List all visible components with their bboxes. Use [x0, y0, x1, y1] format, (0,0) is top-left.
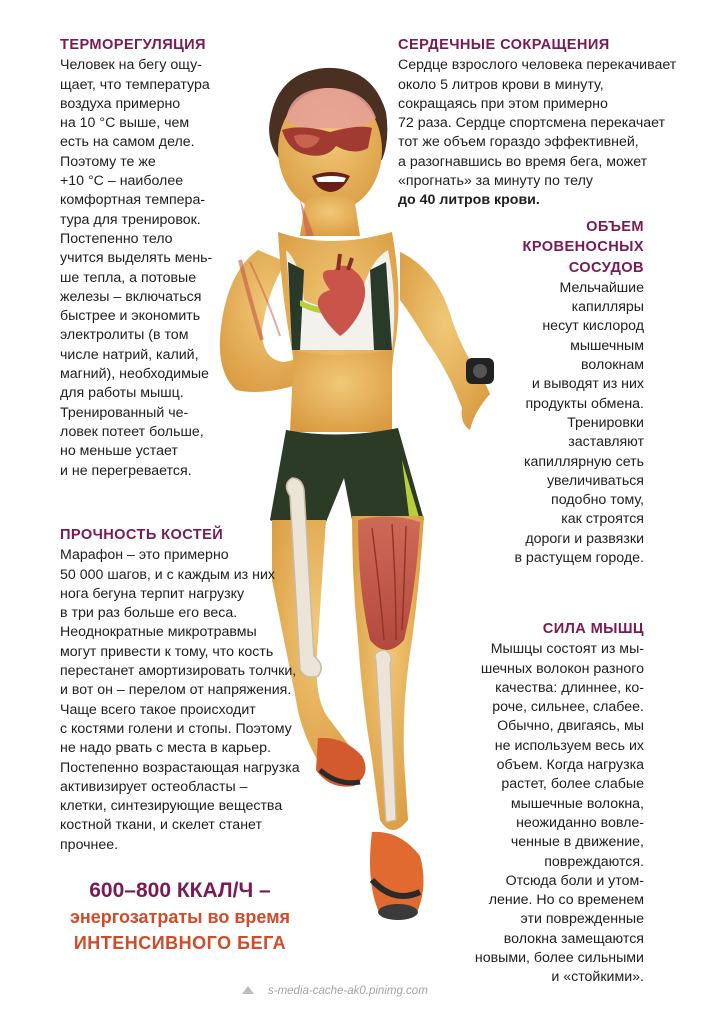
muscles-text-line: повреждаются.	[544, 853, 644, 870]
heart-text-line: Сердце взрослого человека перекачивает	[398, 57, 677, 74]
muscles-text-line: мышечные волокна,	[510, 795, 644, 812]
vessels-text-line: Мельчайшие	[559, 279, 644, 296]
bones-text-line: клетки, синтезирующие вещества	[60, 798, 283, 815]
right-arm-shape	[400, 252, 490, 430]
thermoregulation-text-line: +10 °С – наиболее	[60, 173, 184, 190]
caption-line-2: энергозатраты во время	[69, 907, 291, 927]
thermoregulation-text-line: железы – включаться	[60, 288, 202, 305]
bones-text-line: костной ткани, и скелет станет	[60, 817, 262, 834]
vessels-text-line: продукты обмена.	[525, 395, 644, 412]
heart-text-line: тот же объем гораздо эффективней,	[398, 134, 639, 151]
heart-text-line: «прогнать» за минуту по телу	[398, 173, 593, 190]
bones-text-line: перестанет амортизировать толчки,	[60, 663, 297, 680]
source-link[interactable]	[242, 985, 428, 997]
vessels-section	[514, 218, 644, 568]
bones-text-line: Марафон – это примерно	[60, 547, 229, 564]
muscles-text-line: шечных волокон разного	[480, 660, 644, 677]
thermoregulation-text-line: и не перегревается.	[60, 462, 192, 479]
thermoregulation-text-line: магний), необходимые	[60, 366, 209, 383]
thermoregulation-text-line: Постепенно тело	[60, 230, 173, 247]
heart-text-line: 72 раза. Сердце спортсмена перекачает	[398, 115, 666, 132]
muscles-text-line: Обычно, двигаясь, мы	[497, 718, 644, 735]
muscles-text-line: растет, более слабые	[501, 776, 644, 793]
thermoregulation-section	[60, 36, 212, 481]
bones-text-line: в три раз больше его веса.	[60, 605, 238, 622]
heart-section	[398, 36, 676, 211]
thermoregulation-text-line: есть на самом деле.	[60, 134, 195, 151]
thermoregulation-text-line: комфортная темпера-	[60, 192, 206, 209]
bones-text-line: Постепенно возрастающая нагрузка	[60, 759, 300, 776]
caption-line-1: 600–800 ККАЛ/Ч –	[89, 879, 271, 902]
muscles-text-line: качества: длиннее, ко-	[495, 679, 644, 696]
thermoregulation-text-line: для работы мышц.	[60, 385, 184, 402]
vessels-text-line: капилляры	[571, 299, 644, 316]
vessels-text-line: несут кислород	[542, 318, 644, 335]
muscles-text-line: Мышцы состоят из мы-	[490, 641, 644, 658]
muscles-text-line: роче, сильнее, слабее.	[492, 699, 644, 716]
heart-text-line: сокращаясь при этом примерно	[398, 95, 608, 112]
thermoregulation-text-line: быстрее и экономить	[60, 308, 201, 325]
muscles-text-line: эти поврежденные	[520, 911, 644, 928]
vessels-text-line: Тренировки	[567, 414, 644, 431]
muscles-text-line: новыми, более сильными	[474, 950, 644, 967]
vessels-text-line: волокнам	[581, 357, 644, 374]
bones-text-line: с костями голени и стопы. Поэтому	[60, 720, 292, 737]
heart-title: СЕРДЕЧНЫЕ СОКРАЩЕНИЯ	[398, 37, 610, 53]
thermoregulation-text-line: на 10 °С выше, чем	[60, 115, 190, 132]
thermoregulation-text-line: Тренированный че-	[60, 404, 189, 421]
thermoregulation-text-line: тура для тренировок.	[60, 211, 201, 228]
bones-text-line: активизирует остеобласты –	[60, 778, 248, 795]
muscles-text-line: ление. Но со временем	[488, 892, 644, 909]
thermoregulation-text-line: электролиты (в том	[60, 327, 189, 344]
bones-text-line: прочнее.	[60, 836, 119, 853]
thermoregulation-text-line: ше тепла, а потовые	[60, 269, 197, 286]
triangle-up-icon	[242, 986, 254, 994]
vessels-text-line: капиллярную сеть	[523, 453, 644, 470]
muscles-text-line: волокна замещаются	[503, 930, 644, 947]
vessels-text-line: дороги и развязки	[525, 530, 644, 547]
muscles-text-line: ченные в движение,	[510, 834, 644, 851]
bones-text-line: могут привести к тому, что кость	[60, 643, 274, 660]
vessels-text-line: мышечным	[570, 337, 644, 354]
vessels-text-line: в растущем городе.	[514, 550, 644, 567]
bones-text-line: Неоднократные микротравмы	[60, 624, 257, 641]
muscles-text-line: неожиданно вовле-	[516, 814, 644, 831]
muscles-text-line: и «стойкими».	[551, 969, 644, 986]
heart-bold-line: до 40 литров крови.	[398, 192, 540, 209]
caption-line-3: ИНТЕНСИВНОГО БЕГА	[73, 933, 287, 953]
vessels-text-line: как строятся	[561, 511, 644, 528]
thermoregulation-text-line: но меньше устает	[60, 443, 178, 460]
thermoregulation-text-line: учится выделять мень-	[60, 250, 213, 267]
vessels-text-line: заставляют	[568, 434, 644, 451]
calories-caption	[30, 878, 330, 956]
muscles-text-line: не используем весь их	[494, 737, 644, 754]
vessels-title-line: СОСУДОВ	[568, 259, 644, 276]
muscles-text-line: Отсюда боли и утом-	[505, 872, 644, 889]
bones-text-line: Чаще всего такое происходит	[60, 701, 256, 718]
thermoregulation-text-line: воздуха примерно	[60, 95, 181, 112]
thermoregulation-title: ТЕРМОРЕГУЛЯЦИЯ	[60, 37, 206, 53]
thermoregulation-text-line: щает, что температура	[60, 76, 210, 93]
bones-text-line: не надо рвать с места в карьер.	[60, 740, 272, 757]
bones-text-line: нога бегуна терпит нагрузку	[60, 585, 245, 602]
vessels-title-line: ОБЪЕМ	[586, 219, 644, 235]
muscles-text-line: объем. Когда нагрузка	[496, 757, 644, 774]
thermoregulation-text-line: ловек потеет больше,	[60, 423, 204, 440]
bones-text-line: 50 000 шагов, и с каждым из них	[60, 566, 275, 583]
heart-text-line: около 5 литров крови в минуту,	[398, 76, 604, 93]
heart-text-line: а разогнавшись во время бега, может	[398, 153, 648, 170]
thermoregulation-text-line: Человек на бегу ощу-	[60, 57, 202, 74]
thermoregulation-text-line: числе натрий, калий,	[60, 346, 199, 363]
bones-title: ПРОЧНОСТЬ КОСТЕЙ	[60, 527, 224, 543]
vessels-text-line: и выводят из них	[531, 376, 644, 393]
muscles-title: СИЛА МЫШЦ	[542, 621, 644, 637]
source-text: s-media-cache-ak0.pinimg.com	[268, 985, 428, 997]
vessels-text-line: подобно тому,	[551, 492, 644, 509]
thermoregulation-text-line: Поэтому те же	[60, 153, 156, 170]
vessels-text-line: увеличиваться	[546, 472, 644, 489]
bones-text-line: и вот он – перелом от напряжения.	[60, 682, 292, 699]
vessels-title-line: КРОВЕНОСНЫХ	[522, 239, 644, 256]
muscles-section	[475, 620, 644, 988]
bones-section	[60, 526, 300, 855]
